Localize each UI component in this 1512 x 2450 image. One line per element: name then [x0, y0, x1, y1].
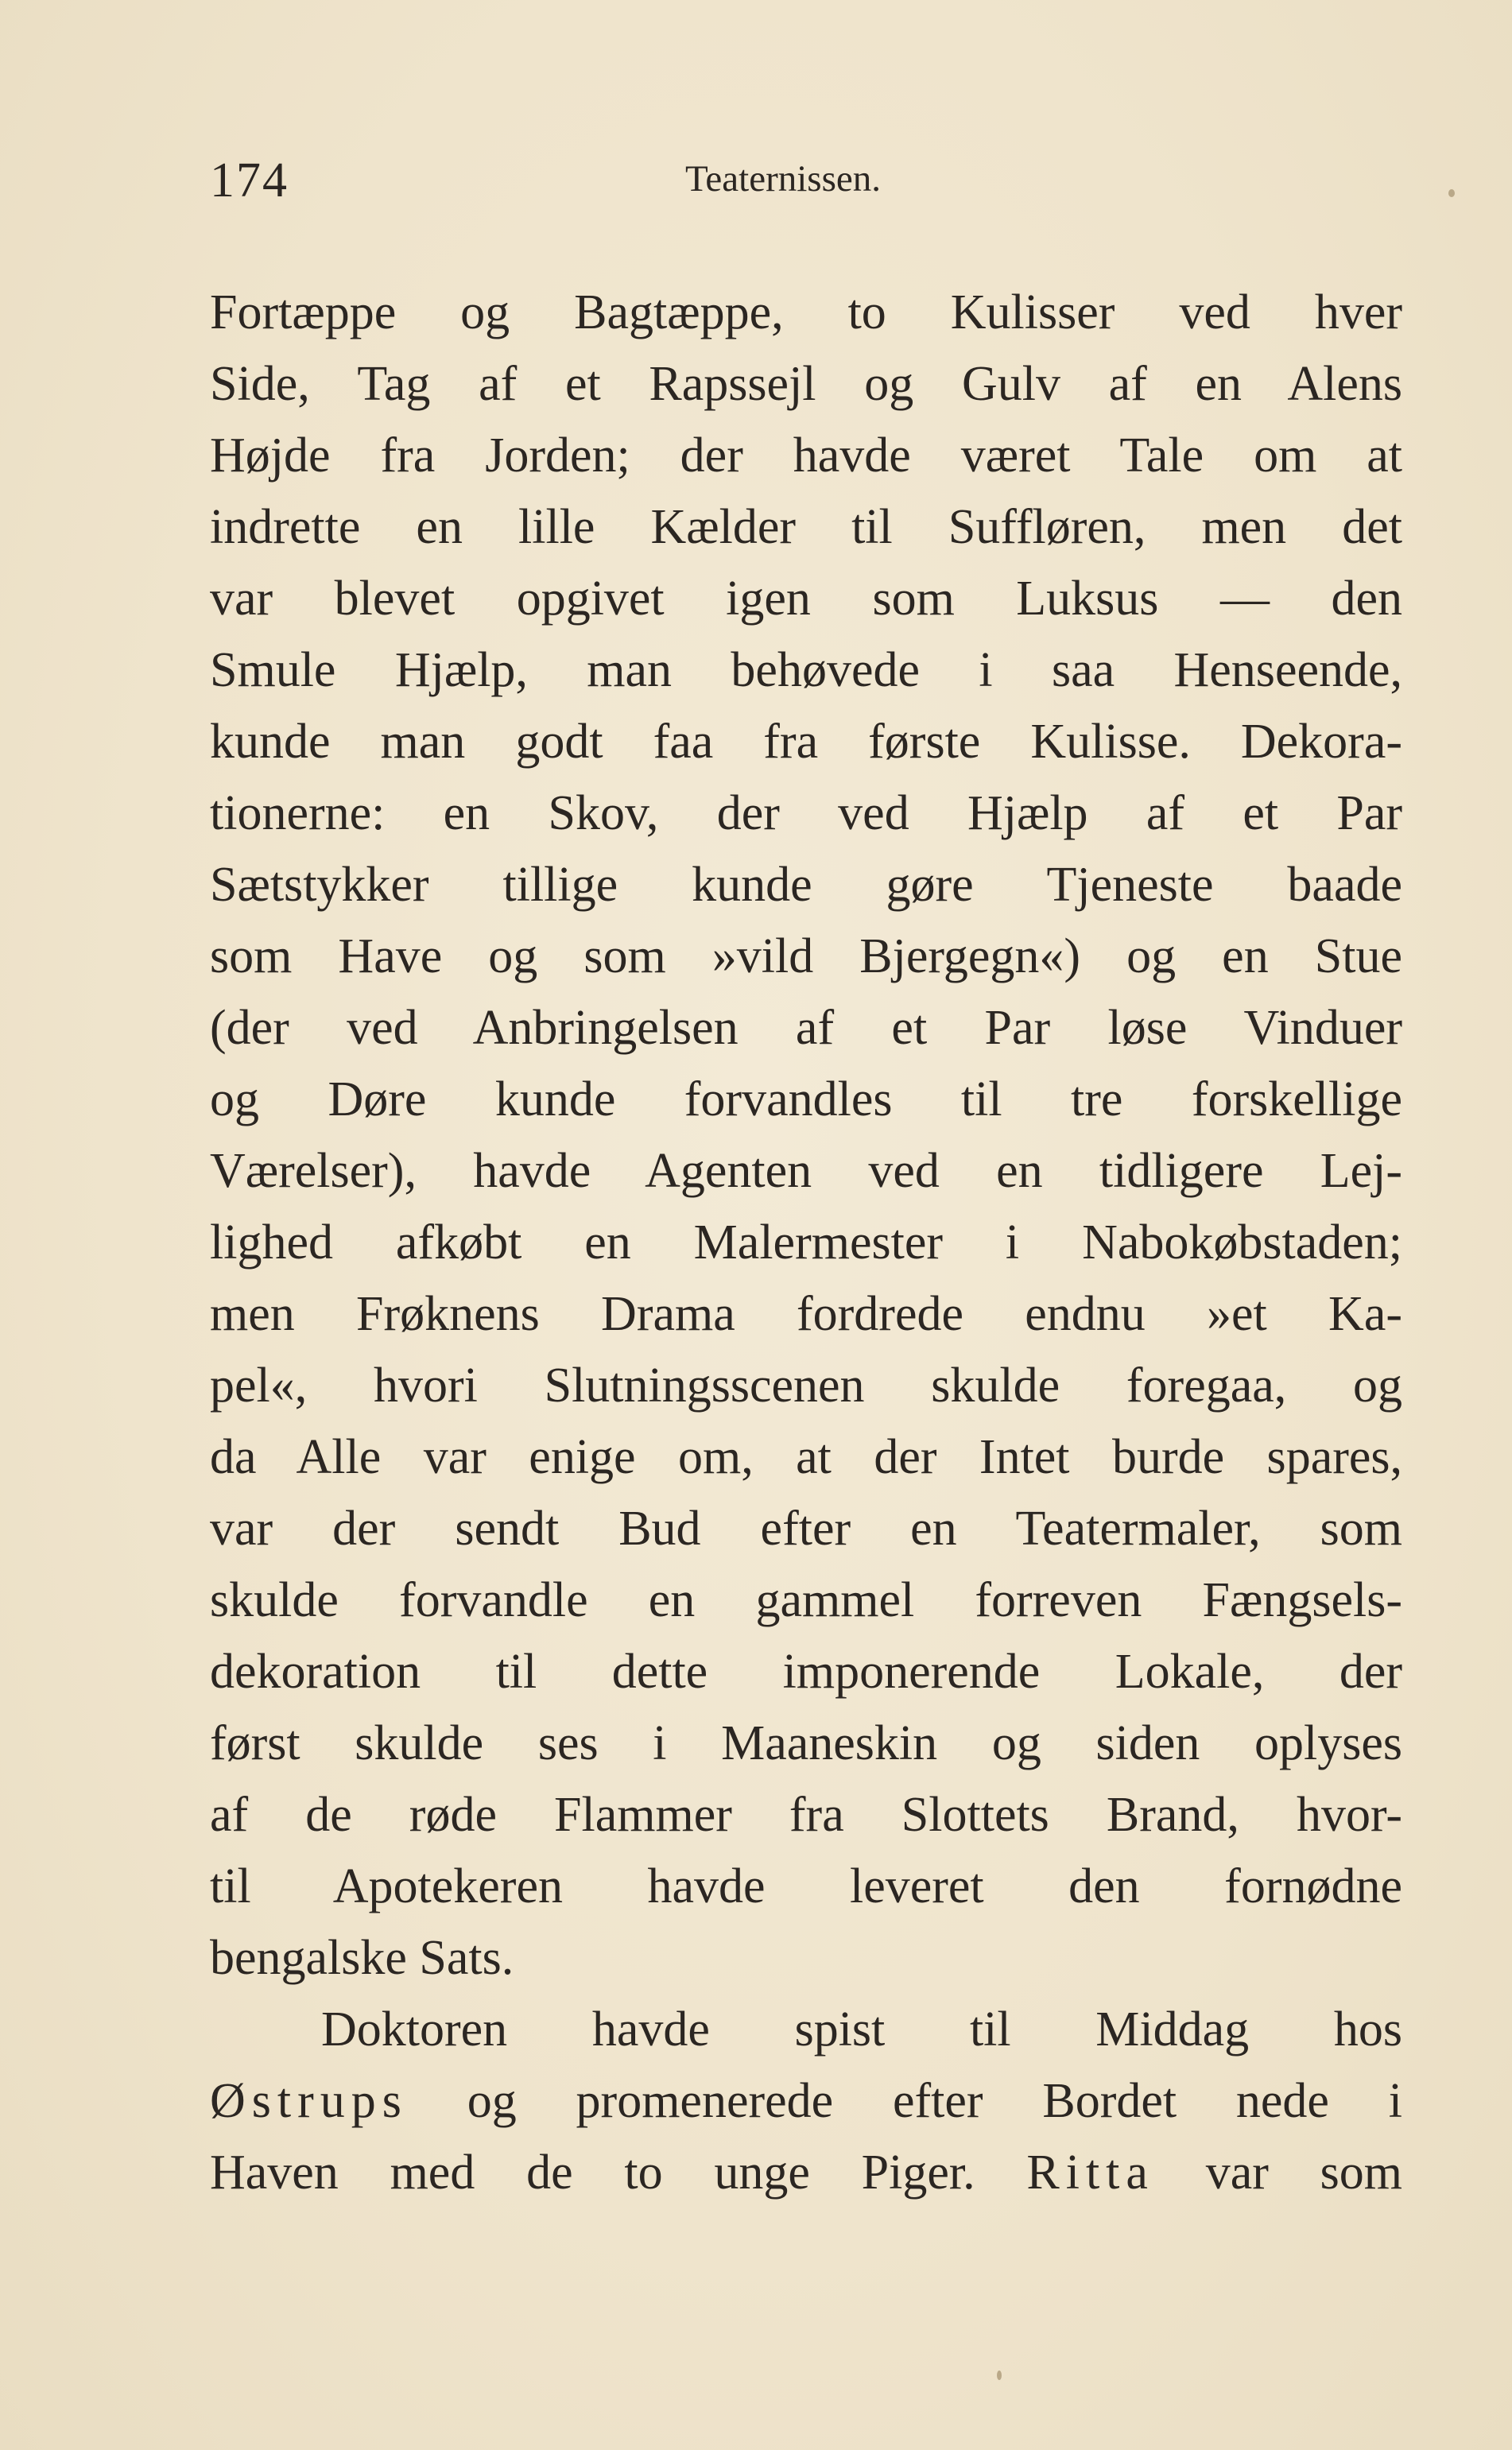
- text-line: dekoration til dette imponerende Lokale, der: [210, 1645, 1402, 1699]
- text-line: Værelser), havde Agenten ved en tidligere Lej-: [210, 1144, 1402, 1198]
- text-line: [210, 2065, 1402, 2137]
- text-span: var som: [1153, 2146, 1402, 2200]
- text-span: og promenerede efter Bordet nede i: [407, 2074, 1402, 2128]
- text-line: Fortæppe og Bagtæppe, to Kulisser ved hver: [210, 285, 1402, 339]
- text-line: indrette en lille Kælder til Suffløren, men det: [210, 500, 1402, 554]
- text-line: Sætstykker tillige kunde gøre Tjeneste baade: [210, 858, 1402, 912]
- text-line: Smule Hjælp, man behøvede i saa Henseende,: [210, 643, 1402, 697]
- text-line: og Døre kunde forvandles til tre forskellige: [210, 1072, 1402, 1126]
- paper-speck: [1448, 189, 1455, 197]
- text-line: Side, Tag af et Rapssejl og Gulv af en Alens: [210, 357, 1402, 411]
- text-line: men Frøknens Drama fordrede endnu »et Ka-: [210, 1287, 1402, 1341]
- text-line: var blevet opgivet igen som Luksus — den: [210, 572, 1402, 626]
- running-title: Teaternissen.: [685, 158, 881, 200]
- text-line: da Alle var enige om, at der Intet burde spares,: [210, 1430, 1402, 1484]
- page-number: 174: [210, 153, 289, 207]
- paper-speck: [997, 2371, 1002, 2380]
- text-line: [210, 2137, 1402, 2208]
- text-line: skulde forvandle en gammel forreven Fængsels-: [210, 1573, 1402, 1627]
- paragraph: [210, 1994, 1402, 2208]
- text-line: først skulde ses i Maaneskin og siden oplyses: [210, 1716, 1402, 1770]
- text-line: tionerne: en Skov, der ved Hjælp af et Par: [210, 786, 1402, 840]
- text-line: Højde fra Jorden; der havde været Tale om at: [210, 428, 1402, 483]
- text-span: Haven med de to unge Piger.: [210, 2146, 1027, 2200]
- text-line: var der sendt Bud efter en Teatermaler, som: [210, 1502, 1402, 1556]
- text-line: (der ved Anbringelsen af et Par løse Vinduer: [210, 1001, 1402, 1055]
- text-line: til Apotekeren havde leveret den fornødne: [210, 1859, 1402, 1913]
- text-line: Doktoren havde spist til Middag hos: [321, 2002, 1402, 2057]
- spaced-name: Ritta: [1026, 2146, 1154, 2200]
- text-line: bengalske Sats.: [210, 1931, 514, 1985]
- text-line: pel«, hvori Slutningsscenen skulde foregaa, og: [210, 1359, 1402, 1413]
- body-text: [210, 277, 1402, 2208]
- text-line: lighed afkøbt en Malermester i Nabokøbstaden;: [210, 1215, 1402, 1270]
- text-line: af de røde Flammer fra Slottets Brand, hvor-: [210, 1788, 1402, 1842]
- text-line: kunde man godt faa fra første Kulisse. Dekora-: [210, 715, 1402, 769]
- spaced-name: Østrups: [210, 2074, 408, 2128]
- text-line: som Have og som »vild Bjergegn«) og en Stue: [210, 929, 1402, 983]
- paragraph: [210, 277, 1402, 1994]
